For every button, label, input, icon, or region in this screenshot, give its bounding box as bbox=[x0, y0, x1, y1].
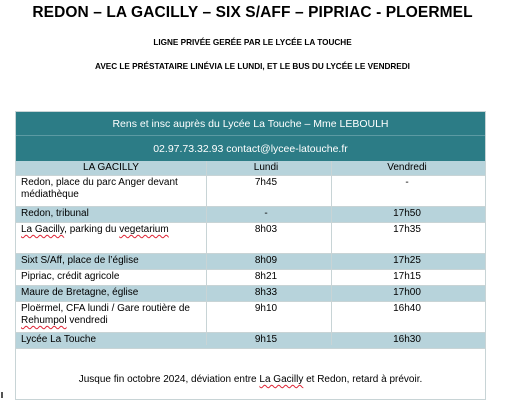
vendredi-time: 17h50 bbox=[393, 208, 421, 219]
page-title: REDON – LA GACILLY – SIX S/AFF – PIPRIAC - PLOERMEL bbox=[32, 4, 473, 21]
lundi-time: 7h45 bbox=[254, 177, 278, 188]
row-divider bbox=[16, 285, 485, 286]
lundi-time: 8h09 bbox=[254, 255, 278, 266]
stop-name: Ploërmel, CFA lundi / Gare routière de Rehumpol vendredi bbox=[21, 303, 190, 326]
column-header-vendredi: Vendredi bbox=[387, 162, 427, 173]
subtitle-line-2: AVEC LE PRÉSTATAIRE LINÉVIA LE LUNDI, ET LE BUS DU LYCÉE LE VENDREDI bbox=[95, 62, 410, 71]
vendredi-time: 17h15 bbox=[393, 271, 421, 282]
column-header-stop: LA GACILLY bbox=[83, 162, 139, 173]
lundi-time: 8h03 bbox=[254, 224, 278, 235]
margin-mark bbox=[1, 392, 3, 398]
row-divider bbox=[16, 332, 485, 333]
detour-note: Jusque fin octobre 2024, déviation entre La Gacilly et Redon, retard à prévoir. bbox=[78, 374, 423, 385]
table-row bbox=[16, 254, 485, 269]
info-contact-line: Rens et insc auprès du Lycée La Touche – Mme LEBOULH bbox=[112, 118, 389, 130]
lundi-time: 8h33 bbox=[254, 287, 278, 298]
table-row bbox=[16, 270, 485, 285]
stop-name: La Gacilly, parking du vegetarium bbox=[21, 224, 169, 235]
stop-name: Maure de Bretagne, église bbox=[21, 287, 139, 298]
lundi-time: - bbox=[264, 208, 268, 219]
vendredi-time: - bbox=[405, 177, 409, 188]
spellcheck-word: vegetarium bbox=[119, 224, 169, 235]
lundi-time: 9h10 bbox=[254, 303, 278, 314]
table-row bbox=[16, 176, 485, 206]
table-row bbox=[16, 223, 485, 253]
stop-name: Lycée La Touche bbox=[21, 334, 97, 345]
header-divider bbox=[16, 135, 485, 136]
vendredi-time: 17h35 bbox=[393, 224, 421, 235]
vendredi-time: 17h00 bbox=[393, 287, 421, 298]
table-row bbox=[16, 302, 485, 332]
row-divider bbox=[16, 253, 485, 254]
spellcheck-word: Rehumpol bbox=[21, 315, 67, 326]
row-divider bbox=[16, 269, 485, 270]
row-divider bbox=[16, 301, 485, 302]
vendredi-time: 16h40 bbox=[393, 303, 421, 314]
subtitle-line-1: LIGNE PRIVÉE GERÉE PAR LE LYCÉE LA TOUCHE bbox=[153, 38, 352, 47]
row-divider bbox=[16, 348, 485, 349]
info-phone-email: 02.97.73.32.93 contact@lycee-latouche.fr bbox=[153, 143, 348, 155]
row-divider bbox=[16, 222, 485, 223]
table-row bbox=[16, 207, 485, 222]
table-row bbox=[16, 333, 485, 348]
column-header-row bbox=[16, 161, 485, 175]
spellcheck-word: La Gacilly bbox=[259, 374, 304, 385]
row-divider bbox=[16, 175, 485, 176]
vendredi-time: 16h30 bbox=[393, 334, 421, 345]
info-header bbox=[16, 112, 485, 161]
stop-name: Sixt S/Aff, place de l’église bbox=[21, 255, 139, 266]
stop-name: Redon, place du parc Anger devant médiathèque bbox=[21, 177, 178, 200]
table-row bbox=[16, 286, 485, 301]
lundi-time: 9h15 bbox=[254, 334, 278, 345]
schedule-table bbox=[15, 111, 486, 400]
lundi-time: 8h21 bbox=[254, 271, 278, 282]
vendredi-time: 17h25 bbox=[393, 255, 421, 266]
column-header-lundi: Lundi bbox=[253, 162, 279, 173]
row-divider bbox=[16, 206, 485, 207]
stop-name: Redon, tribunal bbox=[21, 208, 89, 219]
stop-name: Pipriac, crédit agricole bbox=[21, 271, 120, 282]
spellcheck-word: La Gacilly bbox=[21, 224, 65, 235]
